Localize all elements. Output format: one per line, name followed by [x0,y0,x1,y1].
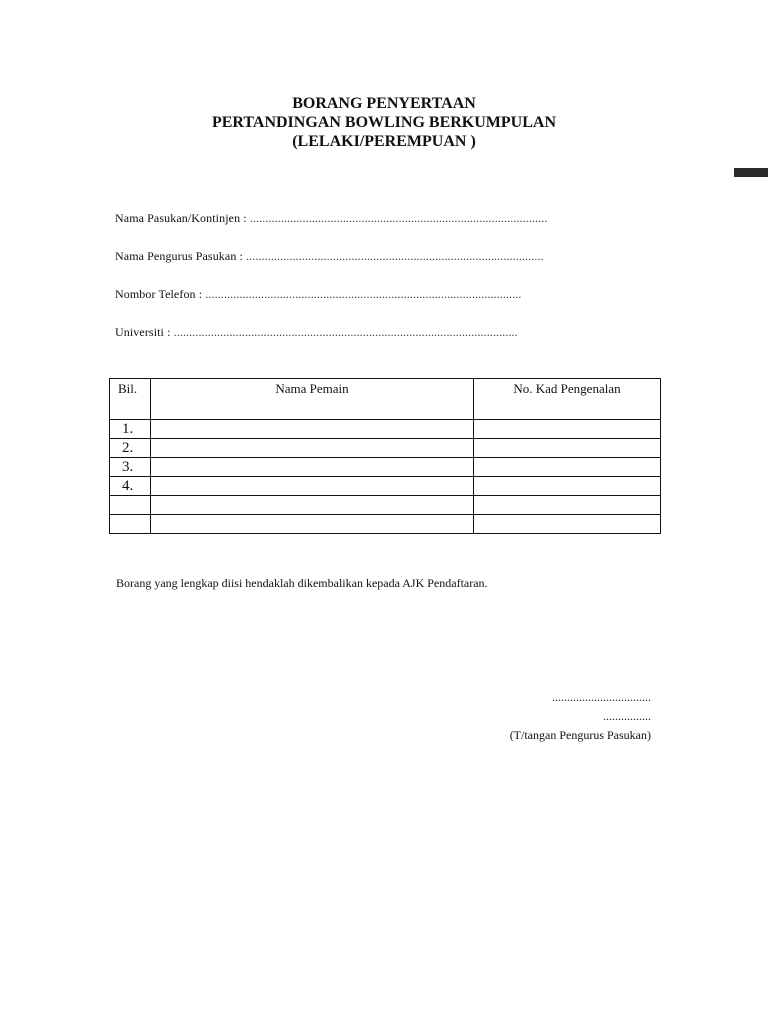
field-nama-pengurus[interactable] [115,249,544,264]
player-name-cell[interactable] [151,439,474,458]
player-name-cell[interactable] [151,477,474,496]
row-number: 1. [110,420,151,439]
title-line-1: BORANG PENYERTAAN [292,95,476,112]
field-label: Nama Pengurus Pasukan : [115,249,243,263]
field-fill-line[interactable]: ................................................................................................ [246,249,544,263]
field-label: Nombor Telefon : [115,287,203,301]
table-row [110,458,661,477]
table-row [110,477,661,496]
title-line-3: (LELAKI/PEREMPUAN ) [292,133,476,150]
id-card-cell[interactable] [474,515,661,534]
table-row [110,420,661,439]
id-card-cell[interactable] [474,458,661,477]
field-fill-line[interactable]: ...................................................................................................... [205,287,522,301]
table-row [110,496,661,515]
signature-caption: (T/tangan Pengurus Pasukan) [509,728,651,742]
page-edge-mark [734,168,768,177]
field-fill-line[interactable]: ............................................................................................................... [173,325,518,339]
table-row [110,439,661,458]
title-line-2: PERTANDINGAN BOWLING BERKUMPULAN [211,114,557,131]
id-card-cell[interactable] [474,496,661,515]
row-number [110,496,151,515]
header-nama-pemain: Nama Pemain [151,379,474,420]
player-name-cell[interactable] [151,420,474,439]
row-number: 4. [110,477,151,496]
player-name-cell[interactable] [151,515,474,534]
table-header-row [110,379,661,420]
field-fill-line[interactable]: ................................................................................................ [249,211,548,225]
header-bil: Bil. [110,379,151,420]
id-card-cell[interactable] [474,439,661,458]
field-nombor-telefon[interactable] [115,287,522,302]
signature-line[interactable]: ................................. [552,690,651,704]
row-number: 3. [110,458,151,477]
player-table [109,378,661,534]
form-title [0,94,768,151]
row-number [110,515,151,534]
id-card-cell[interactable] [474,477,661,496]
player-name-cell[interactable] [151,458,474,477]
header-no-kad: No. Kad Pengenalan [474,379,661,420]
field-label: Universiti : [115,325,171,339]
field-nama-pasukan[interactable] [115,211,547,226]
field-universiti[interactable] [115,325,518,340]
player-name-cell[interactable] [151,496,474,515]
field-label: Nama Pasukan/Kontinjen : [115,211,247,225]
row-number: 2. [110,439,151,458]
submission-note: Borang yang lengkap diisi hendaklah dikembalikan kepada AJK Pendaftaran. [116,576,488,590]
id-card-cell[interactable] [474,420,661,439]
date-line[interactable]: ................ [603,709,651,723]
table-row [110,515,661,534]
